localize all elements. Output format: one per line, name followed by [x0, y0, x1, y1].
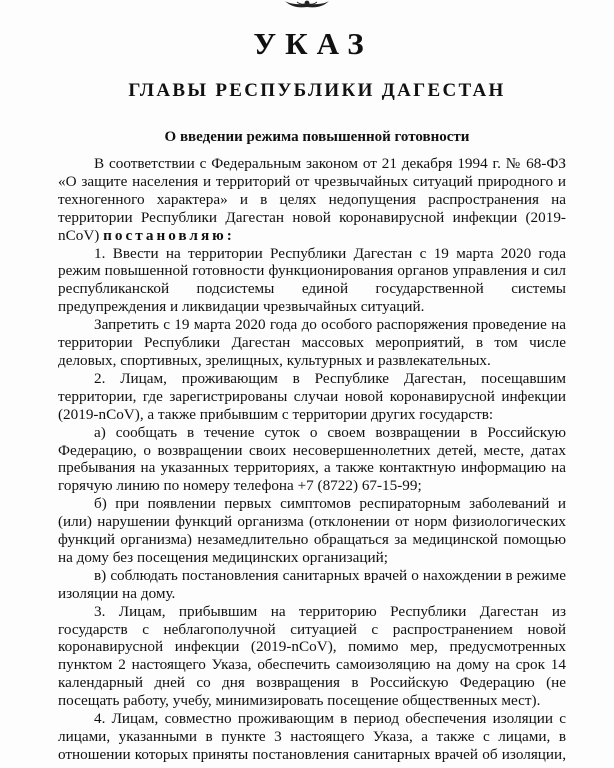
decree-word: постановляю:: [103, 226, 235, 244]
paragraph-1-ban: Запретить с 19 марта 2020 года до особого распоряжения проведение на территории Республики Дагестан массовых мероприятий, в том числе деловых, спортивных, зрелищных, культурных и развлекательных.: [58, 316, 566, 369]
paragraph-3: 3. Лицам, прибывшим на территорию Республики Дагестан из государств с неблагополучной ситуацией с распространением новой коронавирусной инфекции (2019-nCoV), помимо мер, предусмотренных пунктом 2 настоящего Указа, обеспечить самоизоляцию на дому на срок 14 календарный дней со дня возвращения в Российскую Федерацию (не посещать работу, учебу, минимизировать посещение общественных мест).: [58, 602, 566, 710]
preamble-text: В соответствии с Федеральным законом от 21 декабря 1994 г. № 68-ФЗ «О защите населения и территорий от чрезвычайных ситуаций природного и техногенного характера» и в целях недопущения распространения на территории Республики Дагестан новой коронавирусной инфекции (2019-nCoV): [58, 155, 566, 244]
paragraph-2b: б) при появлении первых симптомов респираторным заболеваний и (или) нарушении функций организма (отклонении от норм физиологических функций организма) незамедлительно обращаться за медицинской помощью на дому без посещения медицинских организаций;: [58, 495, 566, 566]
preamble-paragraph: [58, 155, 566, 245]
paragraph-2: 2. Лицам, проживающим в Республике Дагестан, посещавшим территории, где зарегистрированы случаи новой коронавирусной инфекции (2019-nCoV), а также прибывшим с территории других государств:: [58, 369, 566, 423]
emblem-icon: [283, 0, 331, 9]
document-body: [58, 155, 566, 764]
paragraph-4: 4. Лицам, совместно проживающим в период обеспечения изоляции с лицами, указанными в пункте 3 настоящего Указа, а также с лицами, в отношении которых приняты постановления санитарных врачей об изоляции,: [58, 710, 566, 763]
document-heading: О введении режима повышенной готовности: [164, 129, 470, 145]
paragraph-1: 1. Ввести на территории Республики Дагестан с 19 марта 2020 года режим повышенной готовности функционирования органов управления и сил республиканской подсистемы единой государственной системы предупреждения и ликвидации чрезвычайных ситуаций.: [58, 244, 566, 316]
document-title: УКАЗ: [253, 26, 373, 61]
paragraph-2a: а) сообщать в течение суток о своем возвращении в Российскую Федерацию, о возвращении своих несовершеннолетних детей, месте, датах пребывания на указанных территориях, а также контактную информацию на горячую линию по номеру телефона +7 (8722) 67-15-99;: [58, 423, 566, 495]
document-subtitle: ГЛАВЫ РЕСПУБЛИКИ ДАГЕСТАН: [128, 80, 506, 101]
paragraph-2c: в) соблюдать постановления санитарных врачей о нахождении в режиме изоляции на дому.: [58, 566, 566, 602]
